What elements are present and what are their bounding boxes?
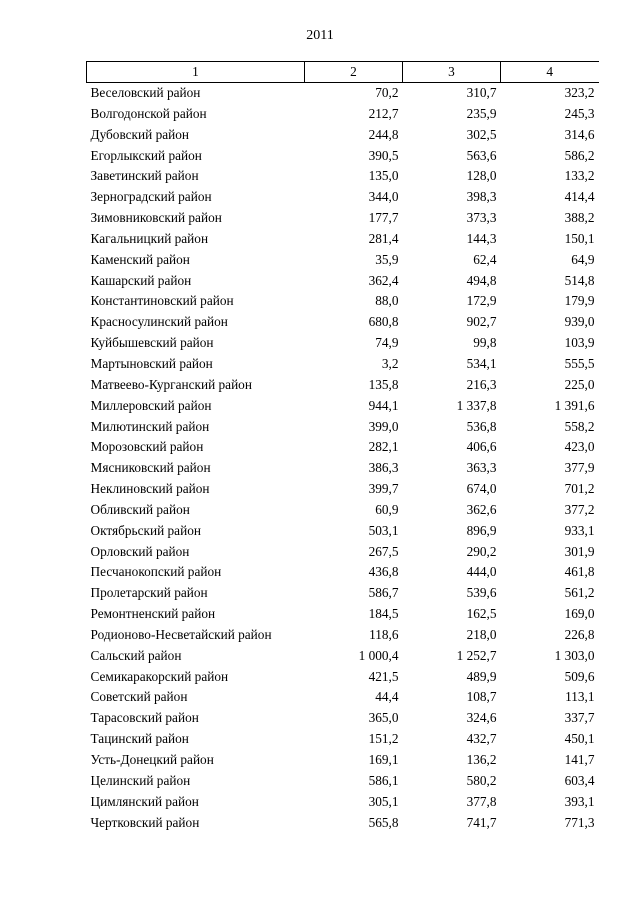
value-cell-col-2: 680,8	[368, 314, 399, 330]
table-row	[87, 562, 599, 583]
district-name-cell: Константиновский район	[90, 293, 234, 309]
table-row	[87, 375, 599, 396]
value-cell-col-3: 896,9	[466, 522, 497, 538]
district-name-cell: Мясниковский район	[90, 460, 211, 476]
district-name-cell: Тацинский район	[90, 731, 189, 747]
value-cell-col-4: 301,9	[564, 543, 595, 559]
value-cell-col-3: 444,0	[466, 564, 497, 580]
value-cell-col-3: 108,7	[466, 689, 497, 705]
table-row	[87, 542, 599, 563]
table-row	[87, 146, 599, 167]
district-name-cell: Морозовский район	[90, 439, 204, 455]
value-cell-col-4: 323,2	[564, 85, 595, 100]
value-cell-col-4: 225,0	[564, 376, 595, 392]
value-cell-col-2: 212,7	[368, 105, 399, 121]
value-cell-col-4: 377,2	[564, 501, 595, 517]
value-cell-col-2: 586,7	[368, 585, 399, 601]
district-name-cell: Песчанокопский район	[90, 564, 222, 580]
table-row	[87, 750, 599, 771]
district-name-cell: Родионово-Несветайский район	[90, 626, 272, 642]
table-row	[87, 792, 599, 813]
value-cell-col-2: 169,1	[368, 752, 399, 767]
district-name-cell: Целинский район	[90, 772, 191, 788]
value-cell-col-3: 432,7	[466, 731, 497, 747]
table-row	[87, 729, 599, 750]
value-cell-col-2: 362,4	[368, 272, 399, 288]
district-name-cell: Усть-Донецкий район	[90, 752, 214, 767]
table-row	[87, 771, 599, 792]
value-cell-col-2: 177,7	[368, 210, 399, 226]
table-row	[87, 813, 599, 834]
value-cell-col-2: 365,0	[368, 710, 399, 726]
value-cell-col-4: 169,0	[564, 606, 595, 622]
value-cell-col-3: 128,0	[466, 168, 497, 184]
value-cell-col-3: 539,6	[466, 585, 497, 601]
district-name-cell: Октябрьский район	[90, 522, 201, 538]
value-cell-col-3: 406,6	[466, 439, 497, 455]
value-cell-col-4: 586,2	[564, 147, 595, 163]
value-cell-col-3: 172,9	[466, 293, 497, 309]
value-cell-col-2: 344,0	[368, 189, 399, 205]
district-name-cell: Сальский район	[90, 647, 182, 663]
value-cell-col-4: 558,2	[564, 418, 595, 434]
value-cell-col-2: 70,2	[375, 85, 399, 100]
value-cell-col-4: 701,2	[564, 481, 595, 497]
value-cell-col-3: 489,9	[466, 668, 497, 684]
table-row	[87, 250, 599, 271]
value-cell-col-2: 436,8	[368, 564, 399, 580]
value-cell-col-3: 99,8	[473, 335, 497, 351]
value-cell-col-2: 88,0	[375, 293, 399, 309]
value-cell-col-4: 388,2	[564, 210, 595, 226]
value-cell-col-3: 563,6	[466, 147, 497, 163]
value-cell-col-3: 674,0	[466, 481, 497, 497]
table-row	[87, 187, 599, 208]
table-row	[87, 708, 599, 729]
district-name-cell: Матвеево-Курганский район	[90, 376, 252, 392]
value-cell-col-4: 561,2	[564, 585, 595, 601]
district-name-cell: Обливский район	[90, 501, 190, 517]
district-name-cell: Кашарский район	[90, 272, 192, 288]
value-cell-col-3: 162,5	[466, 606, 497, 622]
value-cell-col-2: 399,7	[368, 481, 399, 497]
value-cell-col-3: 290,2	[466, 543, 497, 559]
table-row	[87, 625, 599, 646]
table-row	[87, 500, 599, 521]
header-row	[87, 62, 599, 83]
district-name-cell: Семикаракорский район	[90, 668, 229, 684]
value-cell-col-2: 244,8	[368, 126, 399, 142]
district-name-cell: Веселовский район	[90, 85, 201, 100]
value-cell-col-3: 216,3	[466, 376, 497, 392]
district-name-cell: Цимлянский район	[90, 793, 199, 809]
value-cell-col-4: 337,7	[564, 710, 595, 726]
value-cell-col-2: 944,1	[368, 397, 399, 413]
value-cell-col-4: 450,1	[564, 731, 595, 747]
value-cell-col-4: 461,8	[564, 564, 595, 580]
district-name-cell: Куйбышевский район	[90, 335, 214, 351]
district-name-cell: Пролетарский район	[90, 585, 208, 601]
value-cell-col-3: 580,2	[466, 772, 497, 788]
value-cell-col-4: 514,8	[564, 272, 595, 288]
district-name-cell: Волгодонской район	[90, 105, 207, 121]
district-name-cell: Милютинский район	[90, 418, 210, 434]
value-cell-col-2: 386,3	[368, 460, 399, 476]
table-body	[87, 83, 599, 834]
table-row	[87, 521, 599, 542]
district-name-cell: Чертковский район	[90, 814, 200, 830]
value-cell-col-2: 44,4	[375, 689, 399, 705]
district-name-cell: Ремонтненский район	[90, 606, 216, 622]
table-row	[87, 646, 599, 667]
value-cell-col-3: 310,7	[466, 85, 497, 100]
value-cell-col-4: 933,1	[564, 522, 595, 538]
value-cell-col-2: 267,5	[368, 543, 399, 559]
value-cell-col-2: 586,1	[368, 772, 399, 788]
value-cell-col-4: 226,8	[564, 626, 595, 642]
column-header-4: 4	[501, 62, 599, 83]
value-cell-col-2: 60,9	[375, 501, 399, 517]
value-cell-col-3: 373,3	[466, 210, 497, 226]
value-cell-col-4: 393,1	[564, 793, 595, 809]
value-cell-col-4: 555,5	[564, 355, 595, 371]
district-name-cell: Миллеровский район	[90, 397, 212, 413]
value-cell-col-4: 771,3	[564, 814, 595, 830]
table-row	[87, 83, 599, 104]
value-cell-col-4: 939,0	[564, 314, 595, 330]
value-cell-col-3: 62,4	[473, 251, 497, 267]
table-header	[87, 62, 599, 83]
table-row	[87, 458, 599, 479]
table-row	[87, 312, 599, 333]
value-cell-col-3: 1 337,8	[456, 397, 497, 413]
value-cell-col-4: 414,4	[564, 189, 595, 205]
table-row	[87, 604, 599, 625]
district-name-cell: Кагальницкий район	[90, 230, 209, 246]
district-name-cell: Орловский район	[90, 543, 190, 559]
district-name-cell: Егорлыкский район	[90, 147, 202, 163]
district-name-cell: Тарасовский район	[90, 710, 199, 726]
value-cell-col-2: 399,0	[368, 418, 399, 434]
table-row	[87, 104, 599, 125]
value-cell-col-3: 362,6	[466, 501, 497, 517]
table-row	[87, 437, 599, 458]
value-cell-col-2: 565,8	[368, 814, 399, 830]
value-cell-col-2: 151,2	[368, 731, 399, 747]
district-name-cell: Советский район	[90, 689, 188, 705]
value-cell-col-3: 218,0	[466, 626, 497, 642]
table-row	[87, 417, 599, 438]
district-name-cell: Красносулинский район	[90, 314, 228, 330]
value-cell-col-4: 179,9	[564, 293, 595, 309]
value-cell-col-4: 1 391,6	[554, 397, 595, 413]
value-cell-col-2: 281,4	[368, 230, 399, 246]
value-cell-col-3: 377,8	[466, 793, 497, 809]
table-row	[87, 333, 599, 354]
value-cell-col-3: 398,3	[466, 189, 497, 205]
value-cell-col-3: 302,5	[466, 126, 497, 142]
value-cell-col-2: 184,5	[368, 606, 399, 622]
value-cell-col-2: 282,1	[368, 439, 399, 455]
value-cell-col-4: 314,6	[564, 126, 595, 142]
value-cell-col-3: 534,1	[466, 355, 497, 371]
value-cell-col-4: 509,6	[564, 668, 595, 684]
table-row	[87, 291, 599, 312]
data-table	[86, 61, 599, 833]
value-cell-col-3: 136,2	[466, 752, 497, 767]
page-number: 2011	[306, 28, 334, 43]
table-row	[87, 271, 599, 292]
value-cell-col-4: 113,1	[565, 689, 595, 705]
table-row	[87, 229, 599, 250]
value-cell-col-3: 902,7	[466, 314, 497, 330]
value-cell-col-3: 235,9	[466, 105, 497, 121]
district-name-cell: Заветинский район	[90, 168, 199, 184]
value-cell-col-4: 103,9	[564, 335, 595, 351]
value-cell-col-2: 135,8	[368, 376, 399, 392]
district-name-cell: Зимовниковский район	[90, 210, 222, 226]
table-row	[87, 667, 599, 688]
column-header-2: 2	[305, 62, 403, 83]
value-cell-col-4: 1 303,0	[554, 647, 595, 663]
value-cell-col-2: 118,6	[369, 626, 399, 642]
value-cell-col-2: 74,9	[375, 335, 399, 351]
value-cell-col-4: 150,1	[564, 230, 595, 246]
value-cell-col-2: 35,9	[375, 251, 399, 267]
value-cell-col-2: 421,5	[368, 668, 399, 684]
district-name-cell: Мартыновский район	[90, 355, 213, 371]
value-cell-col-2: 1 000,4	[358, 647, 399, 663]
table-row	[87, 354, 599, 375]
value-cell-col-2: 390,5	[368, 147, 399, 163]
value-cell-col-4: 423,0	[564, 439, 595, 455]
value-cell-col-2: 305,1	[368, 793, 399, 809]
district-name-cell: Зерноградский район	[90, 189, 212, 205]
column-header-1: 1	[87, 62, 305, 83]
table-row	[87, 396, 599, 417]
table-row	[87, 479, 599, 500]
value-cell-col-4: 377,9	[564, 460, 595, 476]
value-cell-col-4: 133,2	[564, 168, 595, 184]
district-name-cell: Неклиновский район	[90, 481, 210, 497]
value-cell-col-3: 741,7	[466, 814, 497, 830]
value-cell-col-2: 135,0	[368, 168, 399, 184]
table-row	[87, 208, 599, 229]
value-cell-col-2: 503,1	[368, 522, 399, 538]
value-cell-col-3: 363,3	[466, 460, 497, 476]
value-cell-col-4: 603,4	[564, 772, 595, 788]
value-cell-col-3: 1 252,7	[456, 647, 497, 663]
column-header-3: 3	[403, 62, 501, 83]
value-cell-col-4: 141,7	[564, 752, 595, 767]
district-name-cell: Дубовский район	[90, 126, 190, 142]
value-cell-col-3: 324,6	[466, 710, 497, 726]
value-cell-col-2: 3,2	[381, 355, 399, 371]
table-row	[87, 687, 599, 708]
district-name-cell: Каменский район	[90, 251, 190, 267]
value-cell-col-4: 64,9	[571, 251, 595, 267]
value-cell-col-3: 494,8	[466, 272, 497, 288]
value-cell-col-3: 144,3	[466, 230, 497, 246]
table-row	[87, 583, 599, 604]
value-cell-col-3: 536,8	[466, 418, 497, 434]
value-cell-col-4: 245,3	[564, 105, 595, 121]
table-row	[87, 166, 599, 187]
table-row	[87, 125, 599, 146]
